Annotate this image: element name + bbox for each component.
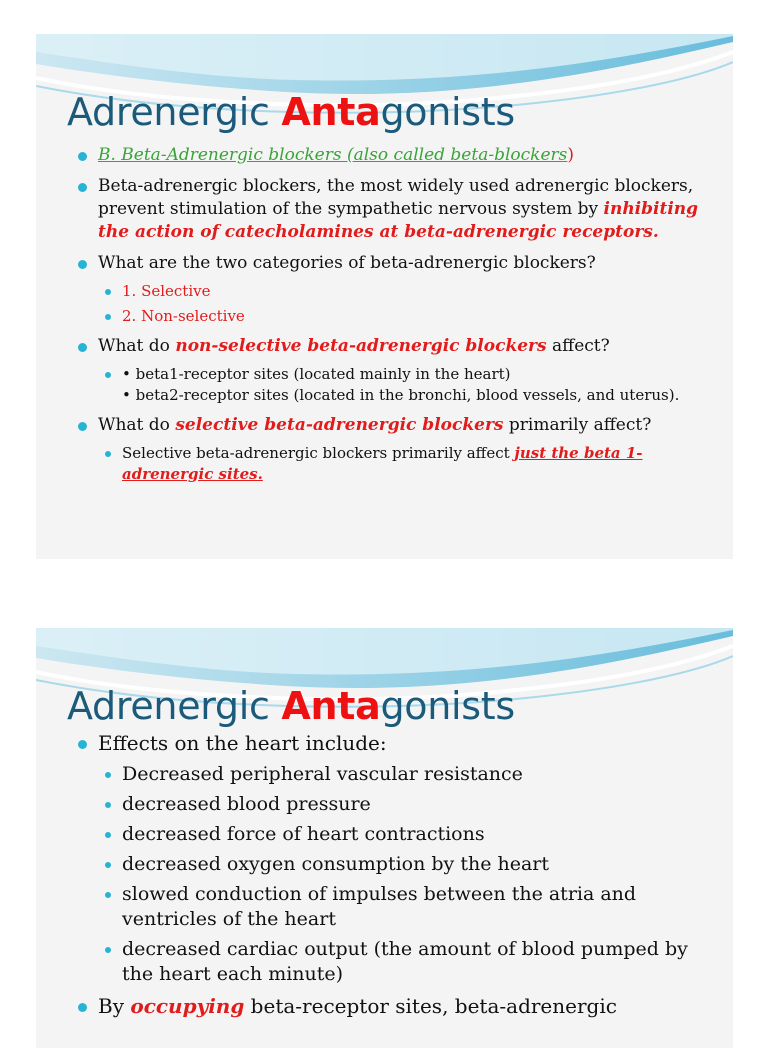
sub-bullet-item: Selective beta-adrenergic blockers primarily affect just the beta 1-adrenergic sites. bbox=[98, 443, 712, 485]
bullet-item: What are the two categories of beta-adrenergic blockers? 1. Selective 2. Non-selective bbox=[72, 252, 712, 327]
sub-bullet-item: 2. Non-selective bbox=[98, 306, 712, 327]
sub-bullet-item: decreased oxygen consumption by the heart bbox=[98, 852, 722, 877]
sub-list bbox=[98, 762, 722, 987]
sub-bullet-item: slowed conduction of impulses between the atria and ventricles of the heart bbox=[98, 882, 722, 932]
slide-2 bbox=[36, 628, 733, 1048]
bullet-list bbox=[72, 730, 722, 1025]
bullet-item: What do non-selective beta-adrenergic blockers affect? • beta1-receptor sites (located mainly in the heart) • beta2-receptor sites (located in the bronchi, blood vessels, and uterus). bbox=[72, 335, 712, 406]
slide-title: Adrenergic Antagonists bbox=[67, 90, 515, 134]
sub-list bbox=[98, 364, 712, 406]
bullet-item: B. Beta-Adrenergic blockers (also called beta-blockers) bbox=[72, 144, 712, 167]
sub-bullet-item: 1. Selective bbox=[98, 281, 712, 302]
bullet-item: By occupying beta-receptor sites, beta-adrenergic bbox=[72, 993, 722, 1019]
bullet-item: What do selective beta-adrenergic blockers primarily affect? Selective beta-adrenergic blockers primarily affect just the beta 1-adrenergic sites. bbox=[72, 414, 712, 485]
bullet-item: Effects on the heart include: Decreased peripheral vascular resistance decreased blood pressure decreased force of heart contractions decreased oxygen consumption by the heart slowed conduction of impulses between the atria and ventricles of the heart decreased cardiac output (the amount of blood pumped by the heart each minute) bbox=[72, 730, 722, 987]
slide-title: Adrenergic Antagonists bbox=[67, 684, 515, 728]
sub-bullet-item: • beta1-receptor sites (located mainly in the heart) • beta2-receptor sites (located in the bronchi, blood vessels, and uterus). bbox=[98, 364, 712, 406]
sub-list bbox=[98, 281, 712, 327]
bullet-list bbox=[72, 144, 712, 493]
sub-bullet-item: decreased cardiac output (the amount of blood pumped by the heart each minute) bbox=[98, 937, 722, 987]
sub-bullet-item: Decreased peripheral vascular resistance bbox=[98, 762, 722, 787]
sub-list bbox=[98, 443, 712, 485]
bullet-item: Beta-adrenergic blockers, the most widely used adrenergic blockers, prevent stimulation of the sympathetic nervous system by inhibiting the action of catecholamines at beta-adrenergic receptors. bbox=[72, 175, 712, 244]
sub-bullet-item: decreased blood pressure bbox=[98, 792, 722, 817]
slide-1 bbox=[36, 34, 733, 559]
sub-bullet-item: decreased force of heart contractions bbox=[98, 822, 722, 847]
